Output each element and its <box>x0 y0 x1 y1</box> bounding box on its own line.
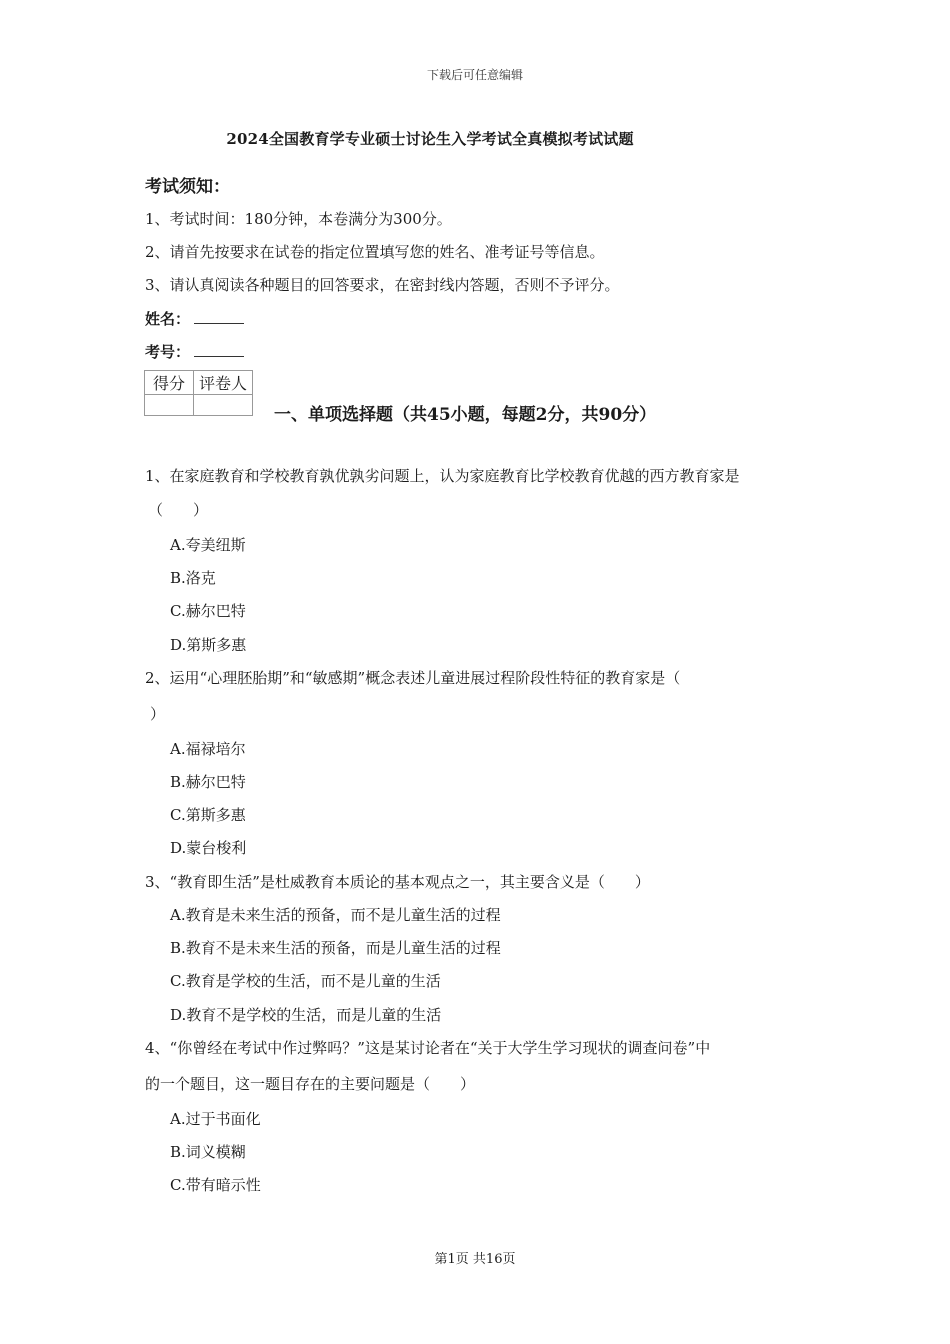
question-option[interactable]: D.教育不是学校的生活，而是儿童的生活 <box>170 1006 442 1024</box>
score-header: 得分 <box>145 371 194 395</box>
question-stem: 2、运用“心理胚胎期”和“敏感期”概念表述儿童进展过程阶段性特征的教育家是（ <box>145 669 681 687</box>
question-option[interactable]: C.带有暗示性 <box>170 1176 261 1194</box>
name-label: 姓名： <box>145 310 191 328</box>
id-field <box>145 341 244 362</box>
page-footer: 第1页 共16页 <box>434 1252 516 1267</box>
question-option[interactable]: D.蒙台梭利 <box>170 839 247 857</box>
question-option[interactable]: C.赫尔巴特 <box>170 602 246 620</box>
score-table <box>144 370 253 416</box>
question-option[interactable]: A.过于书面化 <box>170 1110 261 1128</box>
grader-header: 评卷人 <box>194 371 253 395</box>
question-stem: 4、“你曾经在考试中作过弊吗？”这是某讨论者在“关于大学生学习现状的调查问卷”中 <box>145 1039 711 1057</box>
question-option[interactable]: D.第斯多惠 <box>170 636 247 654</box>
question-option[interactable]: A.福禄培尔 <box>170 740 246 758</box>
notice-item: 1、考试时间：180分钟，本卷满分为300分。 <box>145 210 452 228</box>
document-title: 2024全国教育学专业硕士讨论生入学考试全真模拟考试试题 <box>226 130 634 148</box>
id-blank[interactable] <box>194 342 244 357</box>
score-cell[interactable] <box>145 395 194 416</box>
grader-cell[interactable] <box>194 395 253 416</box>
section-title: 一、单项选择题（共45小题，每题2分，共90分） <box>274 405 657 425</box>
question-stem-cont: ） <box>150 705 166 723</box>
question-option[interactable]: C.第斯多惠 <box>170 806 246 824</box>
id-label: 考号： <box>145 343 191 361</box>
notice-heading: 考试须知： <box>145 177 230 197</box>
question-option[interactable]: B.教育不是未来生活的预备，而是儿童生活的过程 <box>170 939 501 957</box>
question-stem-cont: （ ） <box>148 501 209 519</box>
question-option[interactable]: B.词义模糊 <box>170 1143 246 1161</box>
question-option[interactable]: A.教育是未来生活的预备，而不是儿童生活的过程 <box>170 906 501 924</box>
notice-item: 3、请认真阅读各种题目的回答要求，在密封线内答题，否则不予评分。 <box>145 276 620 294</box>
question-option[interactable]: B.洛克 <box>170 569 216 587</box>
question-option[interactable]: B.赫尔巴特 <box>170 773 246 791</box>
name-blank[interactable] <box>194 309 244 324</box>
question-stem: 3、“教育即生活”是杜威教育本质论的基本观点之一，其主要含义是（ ） <box>145 873 650 891</box>
notice-item: 2、请首先按要求在试卷的指定位置填写您的姓名、准考证号等信息。 <box>145 243 605 261</box>
question-option[interactable]: C.教育是学校的生活，而不是儿童的生活 <box>170 972 441 990</box>
question-stem: 1、在家庭教育和学校教育孰优孰劣问题上，认为家庭教育比学校教育优越的西方教育家是 <box>145 467 740 485</box>
name-field <box>145 308 244 329</box>
question-stem-cont: 的一个题目，这一题目存在的主要问题是（ ） <box>145 1075 476 1093</box>
header-note: 下载后可任意编辑 <box>426 68 523 82</box>
question-option[interactable]: A.夸美纽斯 <box>170 536 246 554</box>
